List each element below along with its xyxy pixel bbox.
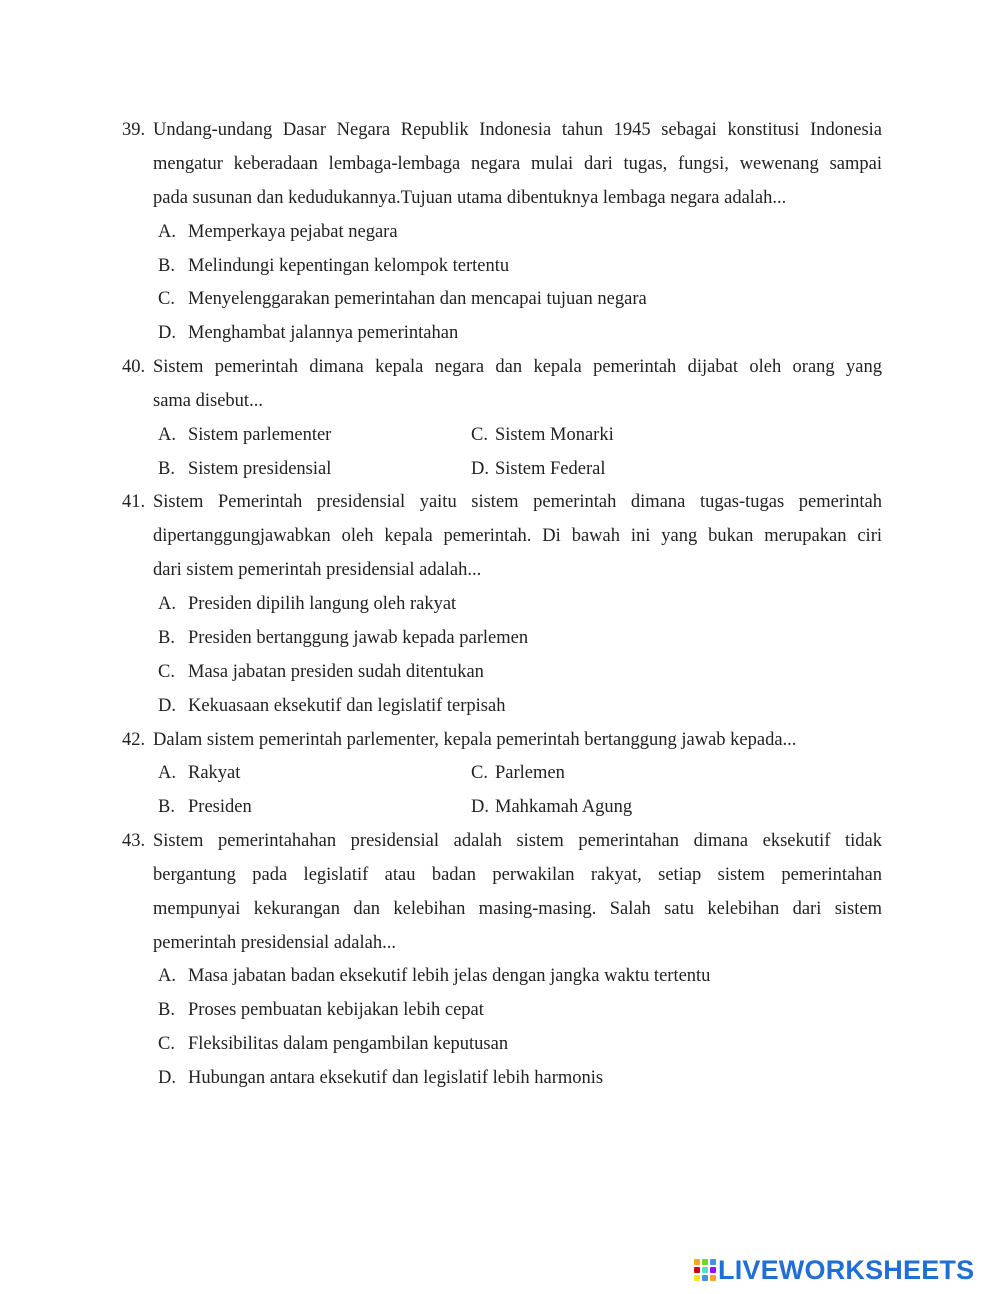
option-letter[interactable]: C. bbox=[471, 763, 488, 783]
option-letter[interactable]: A. bbox=[158, 222, 176, 242]
question-number: 40. bbox=[122, 357, 146, 377]
option-letter[interactable]: B. bbox=[158, 1000, 175, 1020]
option-c[interactable]: Parlemen bbox=[495, 763, 565, 783]
option-letter[interactable]: B. bbox=[158, 459, 175, 479]
question-text-line: bergantung pada legislatif atau badan perwakilan rakyat, setiap sistem pemerintahan bbox=[153, 865, 882, 885]
question-text-line: dari sistem pemerintah presidensial adalah... bbox=[153, 560, 482, 580]
option-a[interactable]: Masa jabatan badan eksekutif lebih jelas dengan jangka waktu tertentu bbox=[188, 966, 711, 986]
option-letter[interactable]: B. bbox=[158, 628, 175, 648]
question-text-line: Sistem Pemerintah presidensial yaitu sistem pemerintah dimana tugas-tugas pemerintah bbox=[153, 492, 882, 512]
option-letter[interactable]: C. bbox=[158, 1034, 175, 1054]
question-text-line: pada susunan dan kedudukannya.Tujuan utama dibentuknya lembaga negara adalah... bbox=[153, 188, 787, 208]
option-d[interactable]: Sistem Federal bbox=[495, 459, 606, 479]
option-d[interactable]: Menghambat jalannya pemerintahan bbox=[188, 323, 459, 343]
question-text-line: pemerintah presidensial adalah... bbox=[153, 933, 396, 953]
question-text-line: mengatur keberadaan lembaga-lembaga negara mulai dari tugas, fungsi, wewenang sampai bbox=[153, 154, 882, 174]
option-letter[interactable]: C. bbox=[158, 662, 175, 682]
question-text-line: Undang-undang Dasar Negara Republik Indonesia tahun 1945 sebagai konstitusi Indonesia bbox=[153, 120, 882, 140]
question-number: 42. bbox=[122, 730, 146, 750]
option-c[interactable]: Sistem Monarki bbox=[495, 425, 614, 445]
option-c[interactable]: Fleksibilitas dalam pengambilan keputusan bbox=[188, 1034, 509, 1054]
option-c[interactable]: Masa jabatan presiden sudah ditentukan bbox=[188, 662, 484, 682]
option-letter[interactable]: B. bbox=[158, 256, 175, 276]
question-number: 41. bbox=[122, 492, 146, 512]
option-d[interactable]: Hubungan antara eksekutif dan legislatif lebih harmonis bbox=[188, 1068, 604, 1088]
question-text-line: Sistem pemerintahahan presidensial adalah sistem pemerintahan dimana eksekutif tidak bbox=[153, 831, 882, 851]
question-text-line: sama disebut... bbox=[153, 391, 263, 411]
option-letter[interactable]: D. bbox=[471, 459, 489, 479]
option-a[interactable]: Rakyat bbox=[188, 763, 241, 783]
option-letter[interactable]: C. bbox=[471, 425, 488, 445]
option-b[interactable]: Presiden bbox=[188, 797, 252, 817]
option-letter[interactable]: D. bbox=[158, 696, 176, 716]
question-text-line: Dalam sistem pemerintah parlementer, kepala pemerintah bertanggung jawab kepada... bbox=[153, 730, 797, 750]
option-letter[interactable]: D. bbox=[158, 1068, 176, 1088]
option-a[interactable]: Sistem parlementer bbox=[188, 425, 332, 445]
option-a[interactable]: Memperkaya pejabat negara bbox=[188, 222, 398, 242]
question-number: 39. bbox=[122, 120, 146, 140]
question-text-line: dipertanggungjawabkan oleh kepala pemerintah. Di bawah ini yang bukan merupakan ciri bbox=[153, 526, 882, 546]
logo-tiles-icon bbox=[694, 1259, 716, 1281]
question-text-line: mempunyai kekurangan dan kelebihan masing-masing. Salah satu kelebihan dari sistem bbox=[153, 899, 882, 919]
option-b[interactable]: Melindungi kepentingan kelompok tertentu bbox=[188, 256, 510, 276]
option-letter[interactable]: D. bbox=[471, 797, 489, 817]
liveworksheets-logo[interactable] bbox=[694, 1256, 974, 1284]
option-letter[interactable]: D. bbox=[158, 323, 176, 343]
option-letter[interactable]: C. bbox=[158, 289, 175, 309]
question-text-line: Sistem pemerintah dimana kepala negara dan kepala pemerintah dijabat oleh orang yang bbox=[153, 357, 882, 377]
option-letter[interactable]: A. bbox=[158, 594, 176, 614]
option-letter[interactable]: A. bbox=[158, 425, 176, 445]
option-b[interactable]: Presiden bertanggung jawab kepada parlemen bbox=[188, 628, 529, 648]
option-b[interactable]: Proses pembuatan kebijakan lebih cepat bbox=[188, 1000, 484, 1020]
option-b[interactable]: Sistem presidensial bbox=[188, 459, 332, 479]
option-letter[interactable]: B. bbox=[158, 797, 175, 817]
option-d[interactable]: Kekuasaan eksekutif dan legislatif terpisah bbox=[188, 696, 506, 716]
option-d[interactable]: Mahkamah Agung bbox=[495, 797, 633, 817]
option-c[interactable]: Menyelenggarakan pemerintahan dan mencapai tujuan negara bbox=[188, 289, 647, 309]
option-letter[interactable]: A. bbox=[158, 966, 176, 986]
option-letter[interactable]: A. bbox=[158, 763, 176, 783]
question-number: 43. bbox=[122, 831, 146, 851]
option-a[interactable]: Presiden dipilih langung oleh rakyat bbox=[188, 594, 457, 614]
logo-text: LIVEWORKSHEETS bbox=[718, 1254, 975, 1285]
